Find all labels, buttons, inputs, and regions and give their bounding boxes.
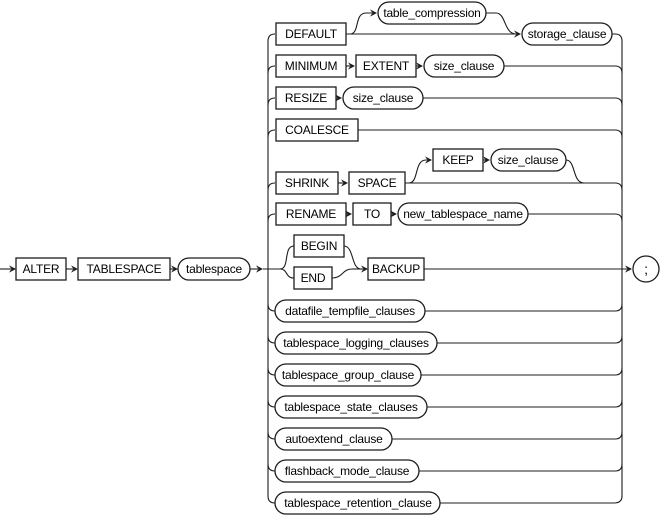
branch-shrink-space [276,149,566,194]
branch-tablespace-group-clause [275,364,421,386]
keyword-default-label: DEFAULT [285,27,337,41]
branch-datafile-tempfile-clauses [275,300,425,322]
branch-tablespace-logging-clauses [275,332,437,354]
branch-coalesce [276,119,358,141]
nonterminal-tablespace-group-clause-label: tablespace_group_clause [281,368,415,382]
keyword-minimum-label: MINIMUM [284,59,338,73]
branch-rename-to [276,203,528,225]
nonterminal-tablespace-label: tablespace [185,262,243,276]
keyword-tablespace-label: TABLESPACE [86,262,162,276]
keyword-backup-label: BACKUP [372,262,421,276]
keyword-shrink-label: SHRINK [284,176,330,190]
branch-default-storage [276,2,612,45]
keyword-extent-label: EXTENT [362,59,410,73]
branch-begin-end-backup [294,235,424,289]
nonterminal-flashback-mode-clause-label: flashback_mode_clause [284,464,410,478]
nonterminal-size-clause-label: size_clause [497,153,559,167]
nonterminal-tablespace-retention-clause-label: tablespace_retention_clause [284,496,432,510]
keyword-alter-label: ALTER [22,262,60,276]
branch-tablespace-retention-clause [275,492,440,514]
keyword-keep-label: KEEP [442,153,474,167]
branch-resize [276,87,423,109]
nonterminal-tablespace-logging-clauses-label: tablespace_logging_clauses [283,336,429,350]
nonterminal-storage-clause-label: storage_clause [527,27,607,41]
keyword-resize-label: RESIZE [284,91,328,105]
keyword-to-label: TO [363,207,381,221]
keyword-rename-label: RENAME [285,207,337,221]
nonterminal-size-clause-label: size_clause [352,91,414,105]
branch-autoextend-clause [275,428,392,450]
keyword-end-label: END [300,271,326,285]
nonterminal-datafile-tempfile-clauses-label: datafile_tempfile_clauses [285,304,415,318]
nonterminal-table-compression-label: table_compression [383,6,481,20]
nonterminal-autoextend-clause-label: autoextend_clause [285,432,383,446]
main-path [16,258,250,280]
semicolon-terminator [633,256,659,282]
nonterminal-size-clause-label: size_clause [433,59,495,73]
keyword-begin-label: BEGIN [300,239,338,253]
nonterminal-tablespace-state-clauses-label: tablespace_state_clauses [284,400,418,414]
terminator-label: ; [644,261,648,277]
branch-flashback-mode-clause [275,460,419,482]
nonterminal-new-tablespace-name-label: new_tablespace_name [403,207,523,221]
branch-minimum-extent [276,55,504,77]
branch-tablespace-state-clauses [275,396,427,418]
keyword-space-label: SPACE [357,176,397,190]
keyword-coalesce-label: COALESCE [285,123,349,137]
